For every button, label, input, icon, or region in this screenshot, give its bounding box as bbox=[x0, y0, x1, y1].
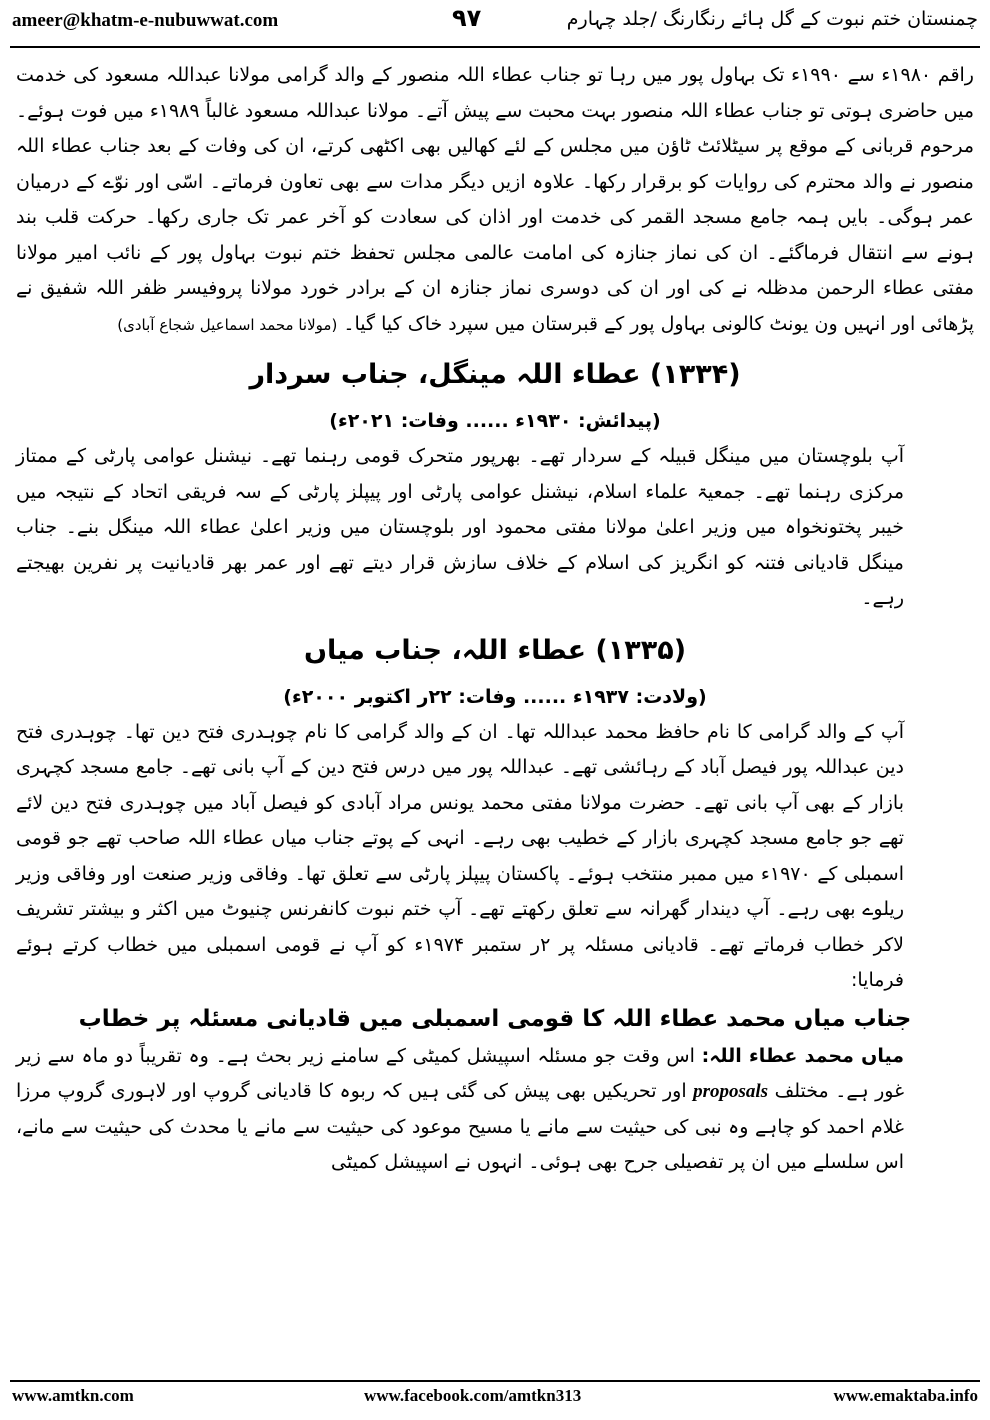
dates-1334: (پیدائش: ۱۹۳۰ء ...... وفات: ۲۰۲۱ء) bbox=[329, 410, 661, 432]
intro-text: راقم ۱۹۸۰ء سے ۱۹۹۰ء تک بہاول پور میں رہا تو جناب عطاء اللہ منصور کے والد گرامی مولانا عبداللہ مسعود کی خدمت میں حاضری ہوتی تو جناب عطاء اللہ منصور بہت محبت سے پیش آتے۔ مولانا عبداللہ مسعود غالباً ۱۹۸۹ء میں فوت ہوئے۔ مرحوم قربانی کے موقع پر سیٹلائٹ ٹاؤن میں مجلس کے لئے کھالیں بھی اکٹھی کرتے، ان کی وفات کے بعد جناب عطاء اللہ منصور نے والد محترم کی روایات کو برقرار رکھا۔ علاوہ ازیں دیگر مدات سے بھی تعاون فرماتے۔ اسّی اور نوّے کے درمیان عمر ہوگی۔ بایں ہمہ جامع مسجد القمر کی خدمت اور اذان کی سعادت کو آخر عمر تک جاری رکھا۔ حرکت قلب بند ہونے سے انتقال فرماگئے۔ ان کی نماز جنازہ کی امامت عالمی مجلس تحفظ ختم نبوت بہاول پور کے نائب امیر مولانا مفتی عطاء الرحمن مدظلہ نے کی اور ان کی دوسری نماز جنازہ ان کے برادر خورد مولانا پروفیسر ظفر اللہ شفیق نے پڑھائی اور انہیں ون یونٹ کالونی بہاول پور کے قبرستان میں سپرد خاک کیا گیا۔ bbox=[16, 64, 975, 335]
heading-1335: (۱۳۳۵) عطاء اللہ، جناب میاں bbox=[303, 634, 687, 666]
header-email: ameer@khatm-e-nubuwwat.com bbox=[12, 10, 279, 31]
paragraph-1335: آپ کے والد گرامی کا نام حافظ محمد عبداللہ تھا۔ ان کے والد گرامی کا نام چوہدری فتح دین تھا۔ چوہدری فتح دین عبداللہ پور فیصل آباد کے رہائشی تھے۔ عبداللہ پور میں درس فتح دین کے آپ بانی تھے۔ جامع مسجد کچہری بازار کے بھی آپ بانی تھے۔ حضرت مولانا مفتی محمد یونس مراد آبادی کو فیصل آباد میں چوہدری فتح دین لائے تھے جو جامع مسجد کچہری بازار کے خطیب بھی رہے۔ انہی کے پوتے جناب میاں عطاء اللہ صاحب تھے جو قومی اسمبلی کے ۱۹۷۰ء میں ممبر منتخب ہوئے۔ پاکستان پیپلز پارٹی سے تعلق تھا۔ وفاقی وزیر صنعت اور وفاقی وزیر ریلوے بھی رہے۔ آپ دیندار گھرانہ سے تعلق رکھتے تھے۔ آپ ختم نبوت کانفرنس چنیوٹ میں اکثر و بیشتر تشریف لاکر خطاب فرماتے تھے۔ قادیانی مسئلہ پر ۲ر ستمبر ۱۹۷۴ء کو آپ نے قومی اسمبلی میں خطاب کرتے ہوئے فرمایا: bbox=[16, 720, 904, 991]
dates-1335: (ولادت: ۱۹۳۷ء ...... وفات: ۲۲ر اکتوبر ۲۰۰۰ء) bbox=[283, 685, 707, 708]
heading-1334: (۱۳۳۴) عطاء اللہ مینگل، جناب سردار bbox=[249, 359, 741, 390]
page-content bbox=[16, 58, 974, 1181]
paragraph-1334: آپ بلوچستان میں مینگل قبیلہ کے سردار تھے۔ بھرپور متحرک قومی رہنما تھے۔ نیشنل عوامی پارٹی کے ممتاز مرکزی رہنما تھے۔ جمعیۃ علماء اسلام، نیشنل عوامی پارٹی اور پیپلز پارٹی کے سہ فریقی اتحاد کے نتیجہ میں خیبر پختونخواہ میں وزیر اعلیٰ مولانا مفتی محمود اور بلوچستان میں وزیر اعلیٰ عطاء اللہ مینگل بنے۔ جناب مینگل قادیانی فتنہ کو انگریز کی اسلام کے خلاف سازش قرار دیتے تھے اور عمر بھر قادیانیت پر نفرین بھیجتے رہے۔ bbox=[16, 445, 904, 609]
speaker-name: میاں محمد عطاء اللہ: bbox=[701, 1044, 904, 1067]
book-title: چمنستان ختم نبوت کے گل ہائے رنگارنگ /جلد چہارم bbox=[566, 8, 978, 30]
speech-paragraph bbox=[16, 1039, 974, 1181]
header-rule bbox=[10, 46, 980, 48]
speech-text-2: اور تحریکیں بھی پیش کی گئی ہیں کہ ربوہ کا قادیانی گروپ اور لاہوری گروپ مرزا غلام احمد کو چاہے وہ نبی کی حیثیت سے مانے یا مسیح موعود کی حیثیت سے مانے یا محدث کی حیثیت سے مانے، اس سلسلے میں ان پر تفصیلی جرح بھی ہوئی۔ انہوں نے اسپیشل کمیٹی bbox=[16, 1080, 904, 1173]
footer-rule bbox=[10, 1380, 980, 1382]
footer-website-3[interactable]: www.emaktaba.info bbox=[833, 1386, 978, 1405]
page-header bbox=[12, 4, 978, 44]
page-footer bbox=[12, 1386, 978, 1414]
speech-subheading: جناب میاں محمد عطاء اللہ کا قومی اسمبلی میں قادیانی مسئلہ پر خطاب bbox=[78, 1005, 912, 1032]
speech-text-1: اس وقت جو مسئلہ اسپیشل کمیٹی کے سامنے زیر بحث ہے۔ وہ تقریباً دو ماہ سے زیر غور ہے۔ مختلف bbox=[16, 1044, 905, 1102]
intro-attribution: (مولانا محمد اسماعیل شجاع آبادی) bbox=[117, 315, 338, 334]
intro-paragraph bbox=[16, 58, 974, 343]
footer-website-2[interactable]: www.facebook.com/amtkn313 bbox=[364, 1386, 582, 1405]
english-word: proposals bbox=[693, 1081, 769, 1102]
footer-website-1[interactable]: www.amtkn.com bbox=[12, 1386, 134, 1405]
page-number: ۹۷ bbox=[452, 4, 482, 32]
